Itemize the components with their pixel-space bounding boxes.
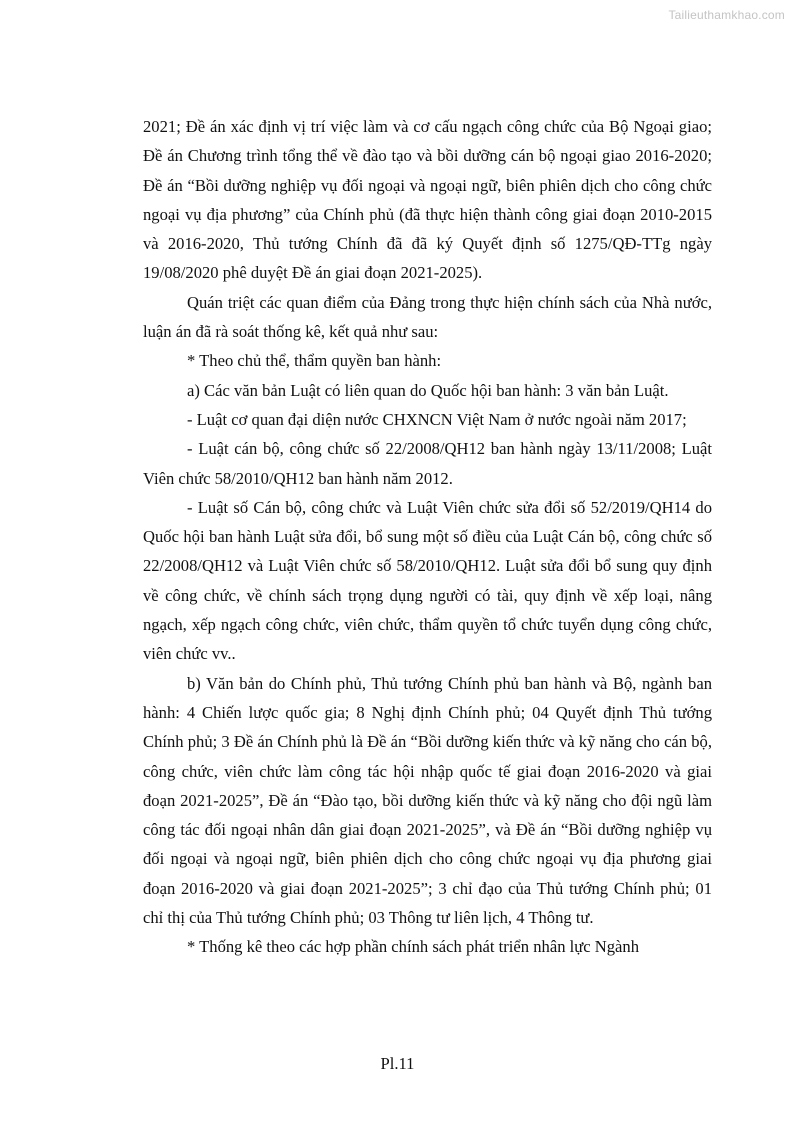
paragraph-quan-triet: Quán triệt các quan điểm của Đảng trong thực hiện chính sách của Nhà nước, luận án đã rà soát thống kê, kết quả như sau: <box>143 292 712 342</box>
document-body <box>143 112 712 962</box>
list-item-luat-can-bo: - Luật cán bộ, công chức số 22/2008/QH12 ban hành ngày 13/11/2008; Luật Viên chức 58/2010/QH12 ban hành năm 2012. <box>143 439 712 488</box>
paragraph-van-ban-chinh-phu: b) Văn bản do Chính phủ, Thủ tướng Chính phủ ban hành và Bộ, ngành ban hành: 4 Chiến lược quốc gia; 8 Nghị định Chính phủ; 04 Quyết định Thủ tướng Chính phủ; 3 Đề án Chính phủ là Đề án “Bồi dưỡng kiến thức và kỹ năng cho cán bộ, công chức, viên chức làm công tác hội nhập quốc tế giai đoạn 2016-2020 và giai đoạn 2021-2025”, Đề án “Đào tạo, bồi dưỡng kiến thức và kỹ năng cho đội ngũ làm công tác đối ngoại nhân dân giai đoạn 2021-2025”, và Đề án “Bồi dưỡng nghiệp vụ đối ngoại và ngoại ngữ, biên phiên dịch cho công chức ngoại vụ địa phương giai đoạn 2016-2020 và giai đoạn 2021-2025”; 3 chỉ đạo của Thủ tướng Chính phủ; 01 chỉ thị của Thủ tướng Chính phủ; 03 Thông tư liên lịch, 4 Thông tư. <box>143 673 712 928</box>
paragraph-theo-chu-the: * Theo chủ thể, thẩm quyền ban hành: <box>187 351 442 371</box>
page-number: Pl.11 <box>380 1054 415 1073</box>
list-item-luat-sua-doi: - Luật số Cán bộ, công chức và Luật Viên chức sửa đổi số 52/2019/QH14 do Quốc hội ban hành Luật sửa đổi, bổ sung một số điều của Luật Cán bộ, công chức số 22/2008/QH12 và Luật Viên chức số 58/2010/QH12. Luật sửa đổi bổ sung quy định về công chức, về chính sách trọng dụng người có tài, quy định về xếp loại, nâng ngạch, xếp ngạch công chức, viên chức, thẩm quyền tổ chức tuyển dụng công chức, viên chức vv.. <box>143 497 712 664</box>
paragraph-continuation: 2021; Đề án xác định vị trí việc làm và cơ cấu ngạch công chức của Bộ Ngoại giao; Đề án Chương trình tổng thể về đào tạo và bồi dưỡng cán bộ ngoại giao 2016-2020; Đề án “Bồi dưỡng nghiệp vụ đối ngoại và ngoại ngữ, biên phiên dịch cho công chức ngoại vụ địa phương” của Chính phủ (đã thực hiện thành công giai đoạn 2010-2015 và 2016-2020, Thủ tướng Chính đã đã ký Quyết định số 1275/QĐ-TTg ngày 19/08/2020 phê duyệt Đề án giai đoạn 2021-2025). <box>143 117 712 283</box>
watermark: Tailieuthamkhao.com <box>668 8 785 22</box>
list-item-luat-co-quan-dai-dien: - Luật cơ quan đại diện nước CHXNCN Việt Nam ở nước ngoài năm 2017; <box>187 409 687 429</box>
paragraph-thong-ke: * Thống kê theo các hợp phần chính sách phát triển nhân lực Ngành <box>187 937 639 957</box>
paragraph-van-ban-luat: a) Các văn bản Luật có liên quan do Quốc hội ban hành: 3 văn bản Luật. <box>187 380 669 400</box>
